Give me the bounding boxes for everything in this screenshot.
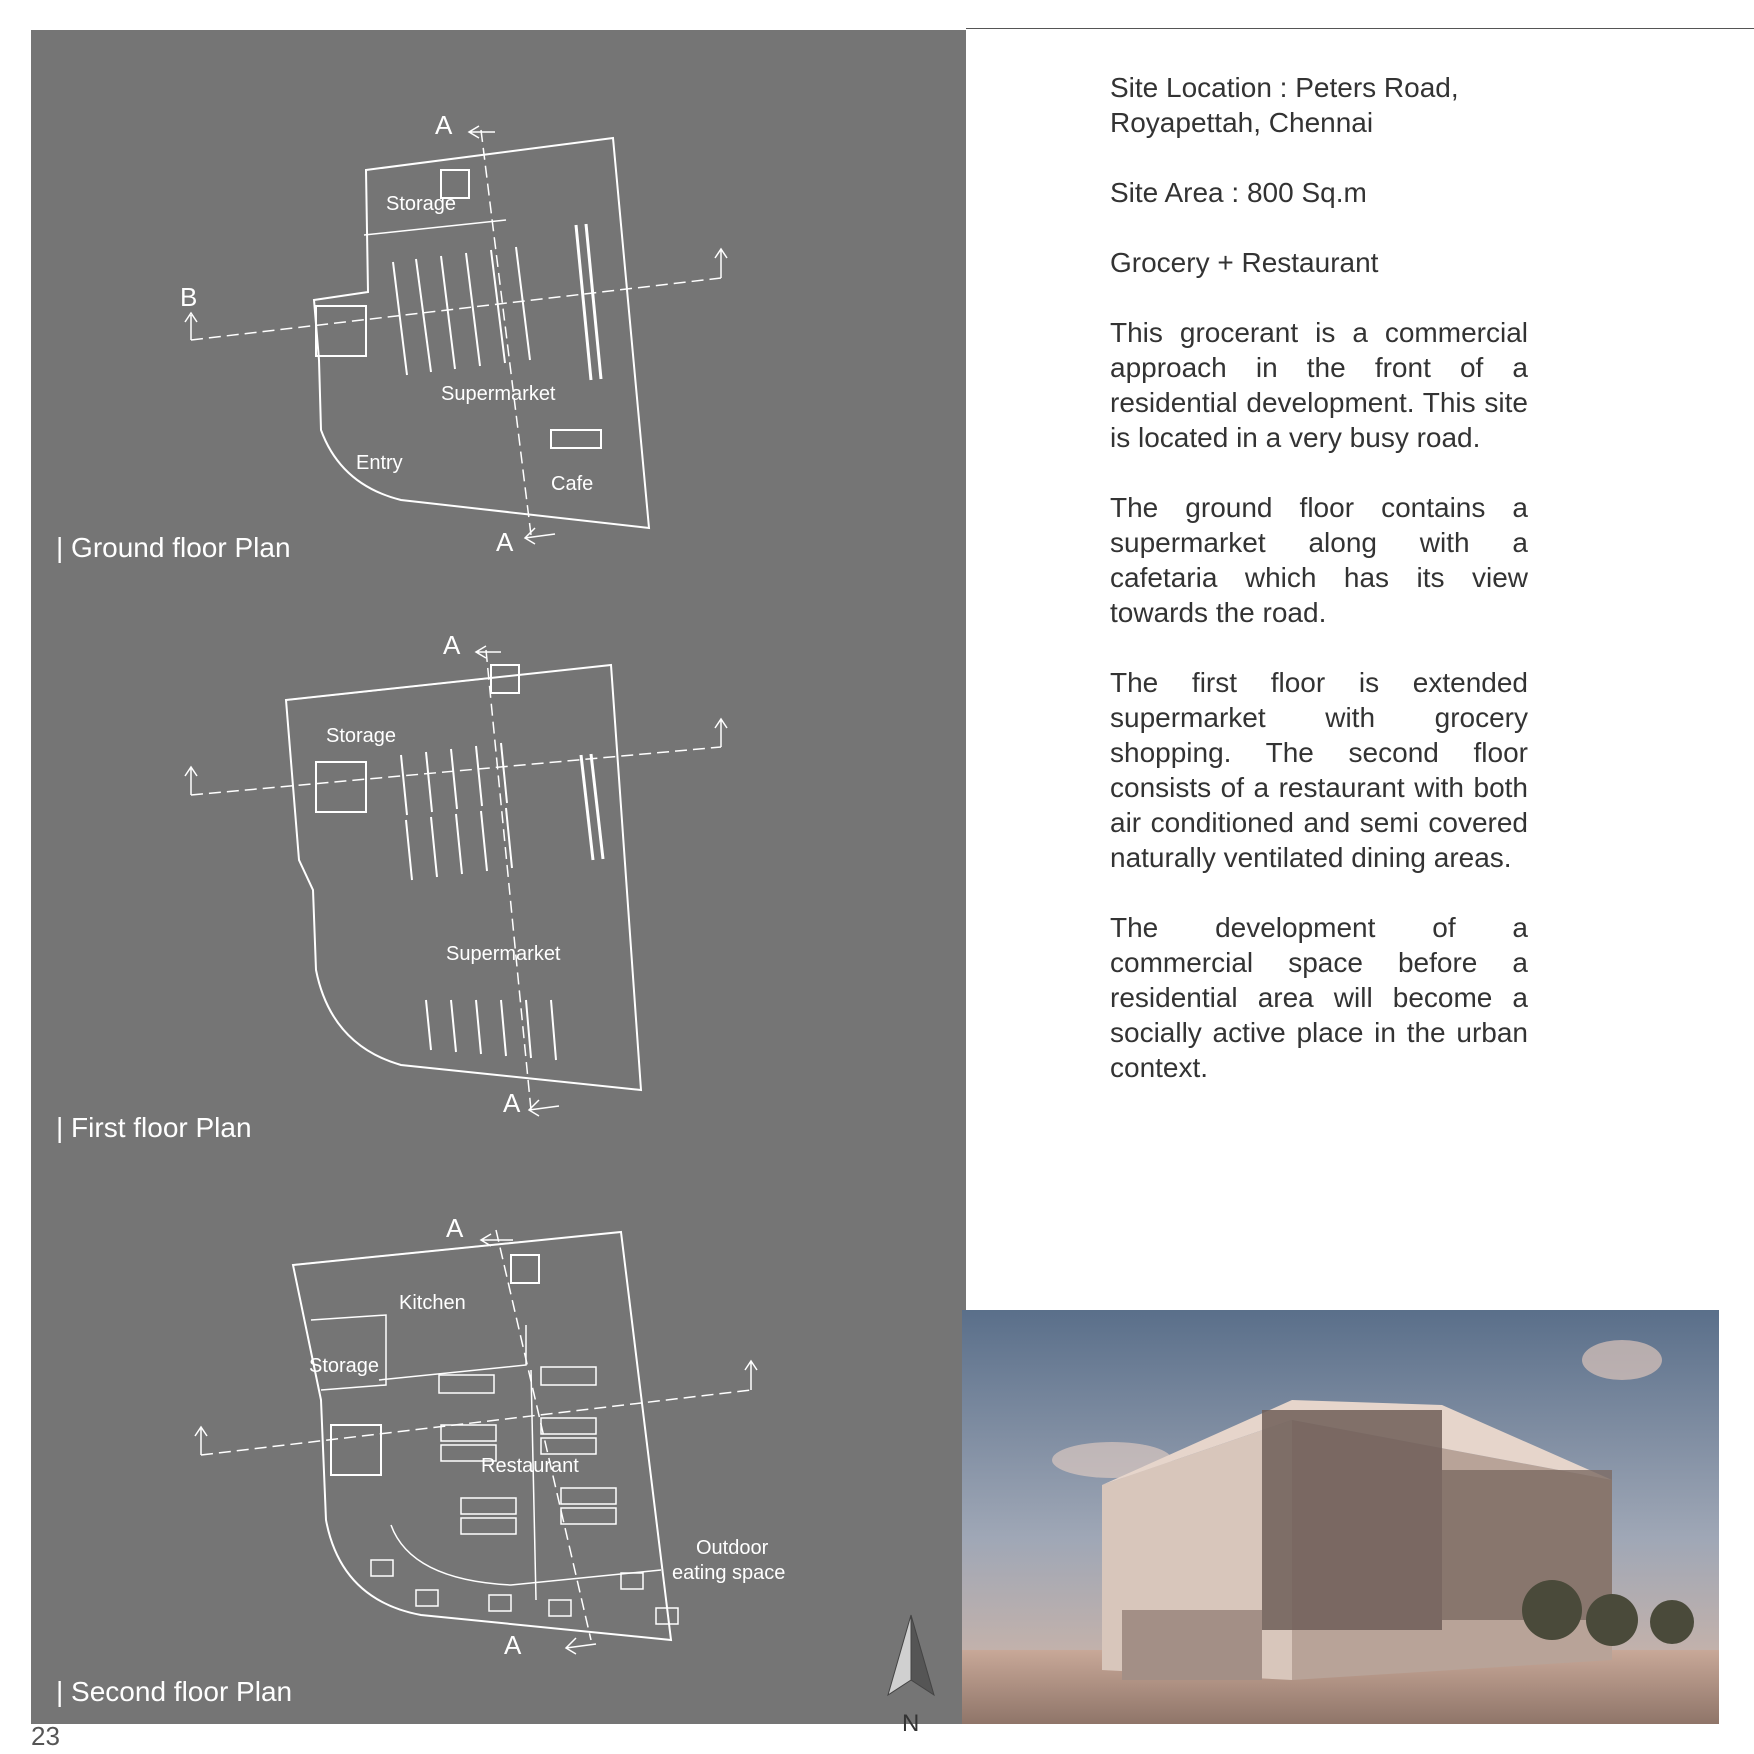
first-floor-plan-title: | First floor Plan [56, 1112, 252, 1143]
section-line-a [486, 650, 531, 1110]
first-floor-drawing [31, 610, 966, 1170]
building-render-image [962, 1310, 1719, 1724]
building-render [962, 1310, 1719, 1724]
section-marker-b: B [180, 282, 198, 312]
shelf [393, 262, 407, 375]
section-marker-a-bottom: A [496, 527, 514, 557]
ground-floor-plan [31, 30, 966, 570]
site-area: Site Area : 800 Sq.m [1110, 177, 1367, 208]
room-label-cafe: Cafe [551, 473, 594, 495]
section-line-a [481, 130, 531, 535]
section-marker-a-bottom: A [503, 1088, 521, 1118]
room-label-restaurant: Restaurant [481, 1455, 579, 1477]
room-label-eating-space: eating space [672, 1562, 786, 1584]
description-paragraph-4: The development of a commercial space before a residential area will become a socially active place in the urban context. [1110, 912, 1528, 1083]
program: Grocery + Restaurant [1110, 247, 1379, 278]
section-marker-a-bottom: A [504, 1630, 522, 1660]
room-label-storage: Storage [386, 193, 457, 215]
top-rule [966, 28, 1754, 29]
section-marker-a-top: A [435, 110, 453, 140]
room-label-outdoor: Outdoor [696, 1537, 769, 1559]
description-paragraph-1: This grocerant is a commercial approach in the front of a residential development. This site is located in a very busy road. [1110, 317, 1528, 453]
description-paragraph-3: The first floor is extended supermarket with grocery shopping. The second floor consists of a restaurant with both air conditioned and semi covered naturally ventilated dining areas. [1110, 667, 1528, 873]
project-description [1110, 70, 1528, 1120]
section-marker-a-top: A [443, 630, 461, 660]
second-floor-plan-title: | Second floor Plan [56, 1676, 293, 1707]
room-label-entry: Entry [356, 452, 403, 474]
room-label-supermarket: Supermarket [446, 943, 561, 965]
ground-floor-drawing [31, 30, 966, 570]
room-label-storage: Storage [326, 725, 397, 747]
section-line-b [191, 278, 721, 340]
room-label-kitchen: Kitchen [399, 1292, 466, 1314]
page-number: 23 [31, 1721, 60, 1751]
description-paragraph-2: The ground floor contains a supermarket along with a cafetaria which has its view towards the road. [1110, 492, 1528, 628]
first-floor-plan [31, 610, 966, 1170]
room-label-storage: Storage [309, 1355, 380, 1377]
second-building-outline [293, 1232, 671, 1640]
section-line-b [191, 747, 721, 795]
second-floor-plan [31, 1200, 966, 1724]
north-arrow [876, 1610, 946, 1740]
section-marker-a-top: A [446, 1213, 464, 1243]
north-label: N [902, 1710, 920, 1737]
north-arrow-icon [876, 1610, 946, 1710]
ground-floor-plan-title: | Ground floor Plan [56, 532, 291, 563]
site-location: Site Location : Peters Road, Royapettah, Chennai [1110, 72, 1459, 138]
room-label-supermarket: Supermarket [441, 383, 556, 405]
